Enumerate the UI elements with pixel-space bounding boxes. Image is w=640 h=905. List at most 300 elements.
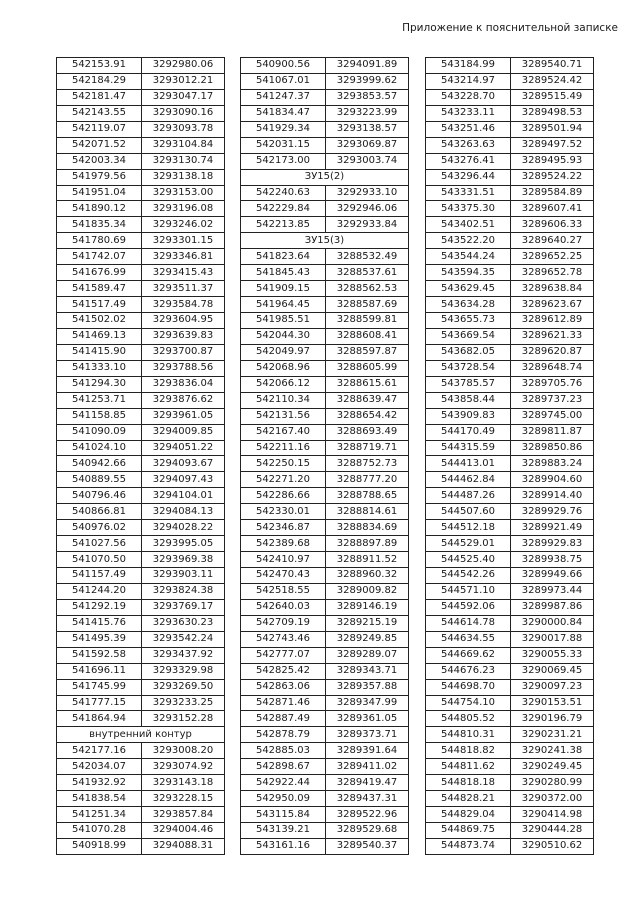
x-coordinate: 544873.74 [426, 838, 511, 854]
coordinate-row [426, 504, 594, 520]
y-coordinate: 3289411.02 [326, 759, 409, 775]
coordinates-column-1 [56, 57, 225, 855]
y-coordinate: 3289640.27 [511, 233, 594, 249]
y-coordinate: 3290000.84 [511, 615, 594, 631]
y-coordinate: 3289929.76 [511, 504, 594, 520]
coordinate-row [57, 58, 225, 74]
coordinate-row [57, 838, 225, 854]
coordinate-row [57, 137, 225, 153]
x-coordinate: 543655.73 [426, 313, 511, 329]
coordinate-row [426, 823, 594, 839]
x-coordinate: 544512.18 [426, 520, 511, 536]
coordinate-row [241, 121, 409, 137]
y-coordinate: 3294084.13 [142, 504, 225, 520]
coordinate-row [241, 344, 409, 360]
x-coordinate: 542410.97 [241, 552, 326, 568]
x-coordinate: 543402.51 [426, 217, 511, 233]
x-coordinate: 541864.94 [57, 711, 142, 727]
section-row [241, 233, 409, 249]
coordinate-row [57, 695, 225, 711]
y-coordinate: 3289623.67 [511, 297, 594, 313]
x-coordinate: 541835.34 [57, 217, 142, 233]
y-coordinate: 3288897.89 [326, 536, 409, 552]
coordinate-row [241, 376, 409, 392]
y-coordinate: 3288693.49 [326, 424, 409, 440]
coordinate-row [241, 408, 409, 424]
x-coordinate: 542640.03 [241, 599, 326, 615]
y-coordinate: 3289705.76 [511, 376, 594, 392]
coordinate-row [241, 89, 409, 105]
coordinate-row [241, 583, 409, 599]
coordinate-row [241, 775, 409, 791]
coordinate-row [57, 344, 225, 360]
coordinate-row [57, 297, 225, 313]
x-coordinate: 544413.01 [426, 456, 511, 472]
x-coordinate: 544818.82 [426, 743, 511, 759]
x-coordinate: 541676.99 [57, 265, 142, 281]
y-coordinate: 3289904.60 [511, 472, 594, 488]
y-coordinate: 3289515.49 [511, 89, 594, 105]
y-coordinate: 3293196.08 [142, 201, 225, 217]
y-coordinate: 3293246.02 [142, 217, 225, 233]
y-coordinate: 3288587.69 [326, 297, 409, 313]
y-coordinate: 3289215.19 [326, 615, 409, 631]
x-coordinate: 544828.21 [426, 791, 511, 807]
y-coordinate: 3290017.88 [511, 631, 594, 647]
y-coordinate: 3289419.47 [326, 775, 409, 791]
y-coordinate: 3294104.01 [142, 488, 225, 504]
x-coordinate: 543263.63 [426, 137, 511, 153]
y-coordinate: 3289529.68 [326, 823, 409, 839]
coordinate-row [57, 217, 225, 233]
y-coordinate: 3289612.89 [511, 313, 594, 329]
coordinate-row [426, 153, 594, 169]
y-coordinate: 3289495.93 [511, 153, 594, 169]
y-coordinate: 3288532.49 [326, 249, 409, 265]
x-coordinate: 541932.92 [57, 775, 142, 791]
x-coordinate: 544810.31 [426, 727, 511, 743]
coordinate-row [426, 440, 594, 456]
y-coordinate: 3289361.05 [326, 711, 409, 727]
x-coordinate: 543785.57 [426, 376, 511, 392]
coordinate-row [426, 679, 594, 695]
coordinate-row [57, 265, 225, 281]
coordinate-row [426, 807, 594, 823]
coordinate-row [241, 58, 409, 74]
coordinate-row [241, 631, 409, 647]
section-label: ЗУ15(3) [241, 233, 409, 249]
x-coordinate: 542153.91 [57, 58, 142, 74]
x-coordinate: 542330.01 [241, 504, 326, 520]
coordinate-row [241, 185, 409, 201]
x-coordinate: 541251.34 [57, 807, 142, 823]
coordinate-row [426, 217, 594, 233]
x-coordinate: 542863.06 [241, 679, 326, 695]
coordinate-row [241, 838, 409, 854]
coordinate-row [57, 281, 225, 297]
y-coordinate: 3289437.31 [326, 791, 409, 807]
y-coordinate: 3288599.81 [326, 313, 409, 329]
y-coordinate: 3293138.18 [142, 169, 225, 185]
y-coordinate: 3289497.52 [511, 137, 594, 153]
coordinate-row [241, 201, 409, 217]
coordinate-row [57, 121, 225, 137]
coordinate-row [426, 408, 594, 424]
y-coordinate: 3289652.78 [511, 265, 594, 281]
coordinate-row [426, 695, 594, 711]
coordinate-row [426, 791, 594, 807]
coordinate-row [426, 472, 594, 488]
x-coordinate: 543375.30 [426, 201, 511, 217]
x-coordinate: 542950.09 [241, 791, 326, 807]
y-coordinate: 3289522.96 [326, 807, 409, 823]
y-coordinate: 3290231.21 [511, 727, 594, 743]
coordinate-row [241, 440, 409, 456]
coordinate-row [241, 552, 409, 568]
x-coordinate: 541292.19 [57, 599, 142, 615]
y-coordinate: 3293961.05 [142, 408, 225, 424]
coordinate-row [426, 647, 594, 663]
coordinate-row [57, 711, 225, 727]
y-coordinate: 3289929.83 [511, 536, 594, 552]
coordinates-table [56, 57, 225, 855]
y-coordinate: 3288537.61 [326, 265, 409, 281]
x-coordinate: 541909.15 [241, 281, 326, 297]
y-coordinate: 3290414.98 [511, 807, 594, 823]
y-coordinate: 3289357.88 [326, 679, 409, 695]
coordinate-row [426, 552, 594, 568]
y-coordinate: 3289524.42 [511, 73, 594, 89]
coordinate-row [57, 249, 225, 265]
x-coordinate: 543251.46 [426, 121, 511, 137]
y-coordinate: 3293604.95 [142, 313, 225, 329]
y-coordinate: 3293329.98 [142, 663, 225, 679]
x-coordinate: 542743.46 [241, 631, 326, 647]
x-coordinate: 542286.66 [241, 488, 326, 504]
x-coordinate: 544487.26 [426, 488, 511, 504]
coordinate-row [57, 360, 225, 376]
coordinate-row [57, 663, 225, 679]
coordinate-row [241, 791, 409, 807]
x-coordinate: 542066.12 [241, 376, 326, 392]
x-coordinate: 544592.06 [426, 599, 511, 615]
x-coordinate: 544315.59 [426, 440, 511, 456]
coordinate-row [426, 281, 594, 297]
x-coordinate: 541696.11 [57, 663, 142, 679]
y-coordinate: 3293853.57 [326, 89, 409, 105]
coordinate-row [57, 807, 225, 823]
x-coordinate: 544614.78 [426, 615, 511, 631]
coordinate-row [241, 743, 409, 759]
y-coordinate: 3293228.15 [142, 791, 225, 807]
coordinate-row [241, 313, 409, 329]
coordinate-row [426, 456, 594, 472]
x-coordinate: 542211.16 [241, 440, 326, 456]
coordinates-column-3 [425, 57, 594, 855]
y-coordinate: 3293003.74 [326, 153, 409, 169]
coordinate-row [426, 568, 594, 584]
x-coordinate: 541070.28 [57, 823, 142, 839]
coordinate-row [426, 520, 594, 536]
y-coordinate: 3293903.11 [142, 568, 225, 584]
x-coordinate: 543634.28 [426, 297, 511, 313]
y-coordinate: 3290196.79 [511, 711, 594, 727]
y-coordinate: 3290372.00 [511, 791, 594, 807]
x-coordinate: 541024.10 [57, 440, 142, 456]
y-coordinate: 3289883.24 [511, 456, 594, 472]
x-coordinate: 541838.54 [57, 791, 142, 807]
x-coordinate: 541834.47 [241, 105, 326, 121]
coordinate-row [57, 105, 225, 121]
y-coordinate: 3290444.28 [511, 823, 594, 839]
y-coordinate: 3293437.92 [142, 647, 225, 663]
x-coordinate: 543909.83 [426, 408, 511, 424]
x-coordinate: 542709.19 [241, 615, 326, 631]
coordinate-row [426, 376, 594, 392]
y-coordinate: 3293090.16 [142, 105, 225, 121]
x-coordinate: 544805.52 [426, 711, 511, 727]
y-coordinate: 3293012.21 [142, 73, 225, 89]
coordinate-row [426, 360, 594, 376]
x-coordinate: 542346.87 [241, 520, 326, 536]
y-coordinate: 3290510.62 [511, 838, 594, 854]
coordinate-row [241, 647, 409, 663]
x-coordinate: 540889.55 [57, 472, 142, 488]
x-coordinate: 542143.55 [57, 105, 142, 121]
document-header: Приложение к пояснительной записке [402, 22, 618, 34]
x-coordinate: 544507.60 [426, 504, 511, 520]
coordinate-row [426, 185, 594, 201]
x-coordinate: 543214.97 [426, 73, 511, 89]
coordinate-row [241, 488, 409, 504]
coordinate-row [57, 328, 225, 344]
section-label: ЗУ15(2) [241, 169, 409, 185]
coordinate-row [426, 631, 594, 647]
y-coordinate: 3293584.78 [142, 297, 225, 313]
coordinate-row [57, 583, 225, 599]
coordinate-row [426, 169, 594, 185]
x-coordinate: 542068.96 [241, 360, 326, 376]
y-coordinate: 3293788.56 [142, 360, 225, 376]
coordinate-row [57, 647, 225, 663]
x-coordinate: 541469.13 [57, 328, 142, 344]
coordinate-row [241, 265, 409, 281]
coordinate-row [57, 791, 225, 807]
x-coordinate: 541158.85 [57, 408, 142, 424]
y-coordinate: 3293542.24 [142, 631, 225, 647]
y-coordinate: 3289501.94 [511, 121, 594, 137]
y-coordinate: 3294088.31 [142, 838, 225, 854]
x-coordinate: 542470.43 [241, 568, 326, 584]
coordinate-row [57, 392, 225, 408]
y-coordinate: 3289607.41 [511, 201, 594, 217]
y-coordinate: 3293069.87 [326, 137, 409, 153]
x-coordinate: 542389.68 [241, 536, 326, 552]
y-coordinate: 3288562.53 [326, 281, 409, 297]
coordinate-row [426, 344, 594, 360]
x-coordinate: 544542.26 [426, 568, 511, 584]
y-coordinate: 3288639.47 [326, 392, 409, 408]
x-coordinate: 542777.07 [241, 647, 326, 663]
x-coordinate: 543522.20 [426, 233, 511, 249]
x-coordinate: 542213.85 [241, 217, 326, 233]
x-coordinate: 544869.75 [426, 823, 511, 839]
y-coordinate: 3293153.00 [142, 185, 225, 201]
coordinates-table [240, 57, 409, 855]
y-coordinate: 3293857.84 [142, 807, 225, 823]
coordinate-row [241, 711, 409, 727]
coordinate-row [57, 169, 225, 185]
y-coordinate: 3289638.84 [511, 281, 594, 297]
x-coordinate: 542131.56 [241, 408, 326, 424]
coordinate-row [426, 663, 594, 679]
coordinate-row [241, 281, 409, 297]
y-coordinate: 3288911.52 [326, 552, 409, 568]
coordinate-row [241, 520, 409, 536]
x-coordinate: 544818.18 [426, 775, 511, 791]
coordinate-row [241, 727, 409, 743]
y-coordinate: 3289249.85 [326, 631, 409, 647]
coordinate-row [426, 249, 594, 265]
coordinates-column-2 [240, 57, 409, 855]
x-coordinate: 543233.11 [426, 105, 511, 121]
coordinate-row [241, 105, 409, 121]
y-coordinate: 3289652.25 [511, 249, 594, 265]
coordinate-row [241, 137, 409, 153]
x-coordinate: 544170.49 [426, 424, 511, 440]
y-coordinate: 3292933.84 [326, 217, 409, 233]
coordinate-row [57, 376, 225, 392]
coordinate-row [426, 615, 594, 631]
y-coordinate: 3293233.25 [142, 695, 225, 711]
coordinate-row [241, 456, 409, 472]
coordinate-row [241, 679, 409, 695]
y-coordinate: 3293824.38 [142, 583, 225, 599]
section-label: внутренний контур [57, 727, 225, 743]
y-coordinate: 3289737.23 [511, 392, 594, 408]
x-coordinate: 541845.43 [241, 265, 326, 281]
coordinate-row [57, 631, 225, 647]
y-coordinate: 3293415.43 [142, 265, 225, 281]
coordinate-row [426, 759, 594, 775]
y-coordinate: 3289146.19 [326, 599, 409, 615]
x-coordinate: 540796.46 [57, 488, 142, 504]
coordinate-row [57, 73, 225, 89]
x-coordinate: 542003.34 [57, 153, 142, 169]
coordinate-row [241, 249, 409, 265]
coordinate-row [241, 759, 409, 775]
x-coordinate: 541742.07 [57, 249, 142, 265]
y-coordinate: 3288814.61 [326, 504, 409, 520]
coordinate-row [241, 328, 409, 344]
y-coordinate: 3293511.37 [142, 281, 225, 297]
coordinate-row [57, 775, 225, 791]
y-coordinate: 3289648.74 [511, 360, 594, 376]
x-coordinate: 544676.23 [426, 663, 511, 679]
coordinate-row [241, 392, 409, 408]
y-coordinate: 3294004.46 [142, 823, 225, 839]
y-coordinate: 3290153.51 [511, 695, 594, 711]
x-coordinate: 544829.04 [426, 807, 511, 823]
y-coordinate: 3293074.92 [142, 759, 225, 775]
x-coordinate: 541294.30 [57, 376, 142, 392]
x-coordinate: 544811.62 [426, 759, 511, 775]
y-coordinate: 3289524.22 [511, 169, 594, 185]
x-coordinate: 541777.15 [57, 695, 142, 711]
y-coordinate: 3289009.82 [326, 583, 409, 599]
coordinate-row [57, 552, 225, 568]
x-coordinate: 543276.41 [426, 153, 511, 169]
x-coordinate: 541964.45 [241, 297, 326, 313]
x-coordinate: 542119.07 [57, 121, 142, 137]
y-coordinate: 3289373.71 [326, 727, 409, 743]
x-coordinate: 542922.44 [241, 775, 326, 791]
y-coordinate: 3293836.04 [142, 376, 225, 392]
y-coordinate: 3293630.23 [142, 615, 225, 631]
coordinate-row [241, 297, 409, 313]
y-coordinate: 3288719.71 [326, 440, 409, 456]
coordinate-row [57, 201, 225, 217]
coordinate-row [426, 743, 594, 759]
coordinate-row [241, 823, 409, 839]
x-coordinate: 541333.10 [57, 360, 142, 376]
y-coordinate: 3293093.78 [142, 121, 225, 137]
y-coordinate: 3293700.87 [142, 344, 225, 360]
coordinate-row [426, 711, 594, 727]
x-coordinate: 542044.30 [241, 328, 326, 344]
y-coordinate: 3293995.05 [142, 536, 225, 552]
x-coordinate: 541415.90 [57, 344, 142, 360]
coordinate-row [57, 615, 225, 631]
x-coordinate: 541067.01 [241, 73, 326, 89]
x-coordinate: 540866.81 [57, 504, 142, 520]
x-coordinate: 541247.37 [241, 89, 326, 105]
x-coordinate: 543331.51 [426, 185, 511, 201]
y-coordinate: 3288834.69 [326, 520, 409, 536]
x-coordinate: 541592.58 [57, 647, 142, 663]
y-coordinate: 3288605.99 [326, 360, 409, 376]
x-coordinate: 544529.01 [426, 536, 511, 552]
section-row [241, 169, 409, 185]
x-coordinate: 541589.47 [57, 281, 142, 297]
y-coordinate: 3290097.23 [511, 679, 594, 695]
x-coordinate: 543115.84 [241, 807, 326, 823]
coordinate-row [241, 504, 409, 520]
x-coordinate: 541070.50 [57, 552, 142, 568]
coordinate-row [241, 695, 409, 711]
y-coordinate: 3292946.06 [326, 201, 409, 217]
coordinate-row [241, 472, 409, 488]
y-coordinate: 3290280.99 [511, 775, 594, 791]
y-coordinate: 3293301.15 [142, 233, 225, 249]
x-coordinate: 542878.79 [241, 727, 326, 743]
coordinate-row [241, 536, 409, 552]
x-coordinate: 541517.49 [57, 297, 142, 313]
coordinate-row [57, 408, 225, 424]
y-coordinate: 3289745.00 [511, 408, 594, 424]
y-coordinate: 3289540.37 [326, 838, 409, 854]
y-coordinate: 3289620.87 [511, 344, 594, 360]
x-coordinate: 544669.62 [426, 647, 511, 663]
x-coordinate: 543296.44 [426, 169, 511, 185]
y-coordinate: 3288777.20 [326, 472, 409, 488]
y-coordinate: 3288752.73 [326, 456, 409, 472]
y-coordinate: 3289921.49 [511, 520, 594, 536]
x-coordinate: 541780.69 [57, 233, 142, 249]
y-coordinate: 3289987.86 [511, 599, 594, 615]
coordinate-row [426, 328, 594, 344]
coordinate-row [57, 536, 225, 552]
